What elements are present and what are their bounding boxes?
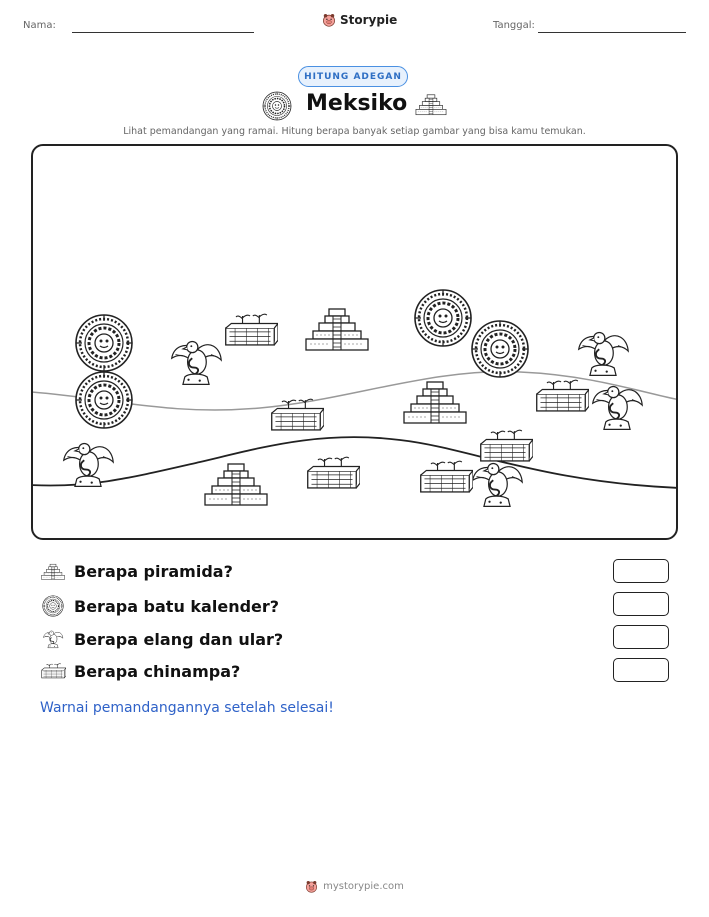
answer-box-calendar-stones[interactable] <box>613 592 669 616</box>
chinampa-icon <box>537 380 589 411</box>
footer-url: mystorypie.com <box>323 881 404 892</box>
eagle-snake-icon <box>593 386 642 429</box>
counting-scene <box>31 144 678 540</box>
question-calendar-stones <box>40 595 279 617</box>
storypie-icon <box>322 13 336 27</box>
answer-box-chinampas[interactable] <box>613 658 669 682</box>
date-label: Tanggal: <box>493 20 535 31</box>
eagle-snake-icon <box>172 341 221 384</box>
chinampa-icon <box>308 457 360 488</box>
pyramid-icon <box>40 563 66 581</box>
eagle-snake-icon <box>40 628 66 650</box>
question-text: Berapa piramida? <box>74 562 233 581</box>
question-text: Berapa batu kalender? <box>74 596 280 616</box>
pyramid-icon <box>414 92 448 118</box>
brand-logo <box>322 13 397 27</box>
answer-box-pyramids[interactable] <box>613 559 669 583</box>
calendar-stone-icon <box>415 290 471 346</box>
pyramid-icon <box>205 464 267 505</box>
question-text: Berapa chinampa? <box>74 661 241 681</box>
brand-name: Storypie <box>340 13 398 27</box>
calendar-stone-icon <box>76 315 132 371</box>
name-label: Nama: <box>23 20 56 31</box>
storypie-icon <box>305 880 318 893</box>
eagle-snake-icon <box>64 443 113 486</box>
calendar-stone-icon <box>262 91 292 121</box>
chinampa-icon <box>40 661 66 681</box>
coloring-note: Warnai pemandangannya setelah selesai! <box>40 700 334 716</box>
pyramid-icon <box>306 309 368 350</box>
eagle-snake-icon <box>473 463 522 506</box>
eagle-snake-icon <box>579 332 628 375</box>
chinampa-icon <box>481 430 533 461</box>
page-title: Meksiko <box>306 91 408 116</box>
question-eagles <box>40 628 283 650</box>
chinampa-icon <box>421 461 473 492</box>
question-chinampas <box>40 661 240 681</box>
calendar-stone-icon <box>40 595 66 617</box>
question-pyramids <box>40 562 233 581</box>
question-text: Berapa elang dan ular? <box>74 629 284 649</box>
calendar-stone-icon <box>472 321 528 377</box>
activity-badge: HITUNG ADEGAN <box>298 66 408 87</box>
instruction-text: Lihat pemandangan yang ramai. Hitung berapa banyak setiap gambar yang bisa kamu temukan. <box>123 126 586 137</box>
pyramid-icon <box>404 382 466 423</box>
footer <box>0 880 709 893</box>
answer-box-eagles[interactable] <box>613 625 669 649</box>
date-field[interactable] <box>538 32 686 33</box>
calendar-stone-icon <box>76 372 132 428</box>
name-field[interactable] <box>72 32 254 33</box>
chinampa-icon <box>226 314 278 345</box>
